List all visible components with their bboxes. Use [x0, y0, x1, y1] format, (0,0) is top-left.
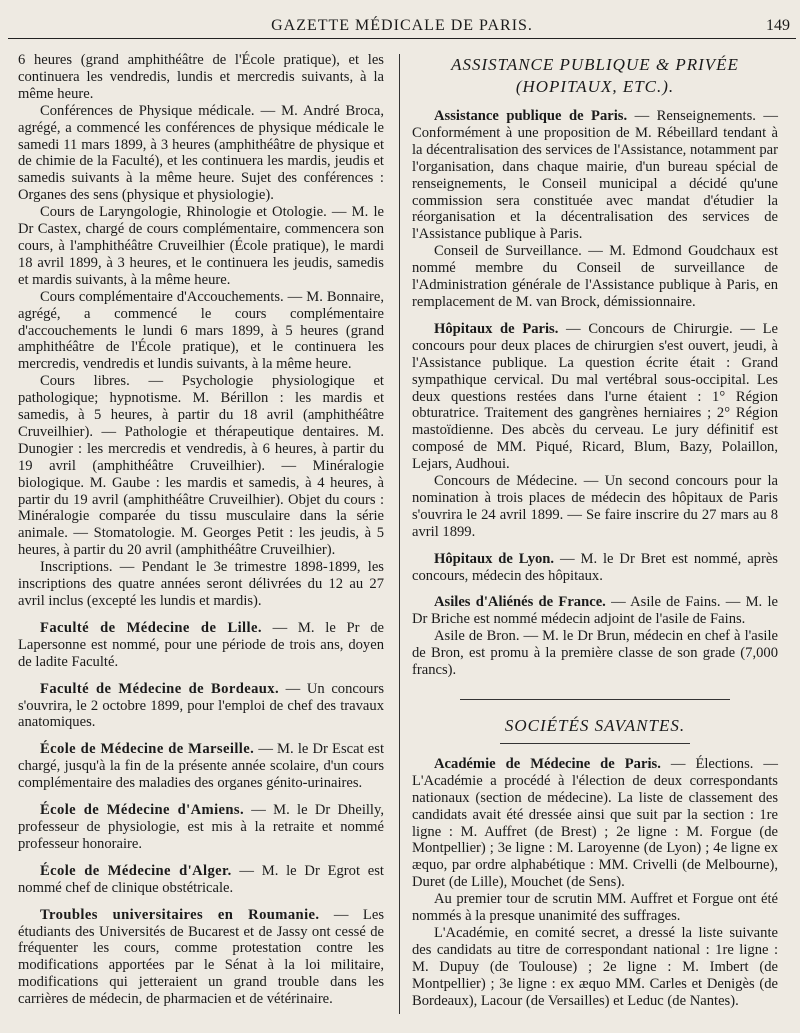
section-marseille	[18, 741, 384, 792]
text-assistance-paris: — Renseignements. — Conformément à une proposition de M. Rébeillard tendant à la décentralisation des services de l'Assistance, notamment par l'organisation, dans chaque mairie, d'un bureau spécial de renseignements, le Conseil municipal a décidé qu'une commission sera constituée avec mandat d'étudier la réorganisation et la décentralisation des services de l'Assistance publique à Paris.	[412, 108, 779, 243]
text-bordeaux: — Un concours s'ouvrira, le 2 octobre 1899, pour l'emploi de chef des travaux anatomiques.	[18, 680, 384, 731]
heading-amiens: École de Médecine d'Amiens.	[40, 802, 245, 819]
title-rule-top	[460, 699, 730, 700]
heading-lille: Faculté de Médecine de Lille.	[40, 619, 262, 636]
section-amiens	[18, 802, 384, 853]
text-alger: — M. le Dr Egrot est nommé chef de clinique obstétricale.	[18, 862, 384, 896]
left-column	[18, 52, 384, 1008]
text-marseille: — M. le Dr Escat est chargé, jusqu'à la fin de la présente année scolaire, d'un cours complémentaire des maladies des organes génito-urinaires.	[18, 741, 384, 792]
paragraph-conseil-surveillance: Conseil de Surveillance. — M. Edmond Goudchaux est nommé membre du Conseil de surveillance de l'Administration générale de l'Assistance publique à Paris, en remplacement de M. van Brock, démissionnaire.	[412, 243, 778, 310]
heading-bordeaux: Faculté de Médecine de Bordeaux.	[40, 680, 280, 697]
paragraph-comite-secret: L'Académie, en comité secret, a dressé la liste suivante des candidats au titre de correspondant national : 1re ligne : M. Dupuy (de Toulouse) ; 2e ligne : M. Imbert (de Montpellier) ; 3e ligne : ex æquo MM. Carles et Denigès (de Bordeaux), Lacour (de Versailles) et Leduc (de Nantes).	[412, 924, 778, 1009]
text-amiens: — M. le Dr Dheilly, professeur de physiologie, est mis à la retraite et nommé professeur honoraire.	[18, 802, 384, 852]
section-bordeaux	[18, 681, 384, 732]
heading-academie: Académie de Médecine de Paris.	[434, 755, 661, 772]
section-assistance-paris	[412, 108, 778, 243]
journal-title: GAZETTE MÉDICALE DE PARIS.	[271, 17, 533, 34]
paragraph-physique-medicale: Conférences de Physique médicale. — M. André Broca, agrégé, a commencé les conférences de physique médicale le samedi 11 mars 1899, à 3 heures (amphithéâtre de physique et de chimie de la Faculté), et les continuera les mardis, jeudis et samedis suivants à la même heure. Sujet des conférences : Organes des sens (physique et physiologie).	[18, 102, 384, 204]
paragraph-scrutin: Au premier tour de scrutin MM. Auffret et Forgue ont été nommés à la presque unanimité des suffrages.	[412, 891, 778, 925]
text-lille: — M. le Pr de Lapersonne est nommé, pour une période de trois ans, doyen de ladite Faculté.	[18, 619, 384, 670]
paragraph-inscriptions: Inscriptions. — Pendant le 3e trimestre 1898-1899, les inscriptions des quatre années seront délivrées du 12 au 27 avril inclus (excepté les lundis et mardis).	[18, 559, 384, 609]
text-hopitaux-lyon: — M. le Dr Bret est nommé, après concours, médecin des hôpitaux.	[412, 550, 778, 584]
page-number: 149	[766, 17, 790, 34]
section-lille	[18, 620, 384, 671]
section-academie	[412, 756, 778, 891]
title-rule-bottom	[500, 743, 690, 744]
heading-hopitaux-lyon: Hôpitaux de Lyon.	[434, 550, 555, 567]
paragraph-asile-bron: Asile de Bron. — M. le Dr Brun, médecin en chef à l'asile de Bron, est promu à la première classe de son grade (7,000 francs).	[412, 628, 778, 679]
paragraph-continuation: 6 heures (grand amphithéâtre de l'École pratique), et les continuera les vendredis, lundis et mercredis suivants, à la même heure.	[18, 52, 384, 102]
column-divider	[399, 54, 400, 1014]
paragraph-concours-medecine: Concours de Médecine. — Un second concours pour la nomination à trois places de médecin des hôpitaux de Paris s'ouvrira le 24 avril 1899. — Se faire inscrire du 27 mars au 8 avril 1899.	[412, 473, 778, 540]
heading-alger: École de Médecine d'Alger.	[40, 862, 232, 879]
section-title-societes: SOCIÉTÉS SAVANTES.	[504, 716, 686, 735]
right-column	[412, 52, 778, 1010]
paragraph-accouchements: Cours complémentaire d'Accouchements. — M. Bonnaire, agrégé, a commencé le cours complémentaire d'accouchements le lundi 6 mars 1899, à 5 heures (grand amphithéâtre de l'École pratique), et le continuera les mercredis, vendredis et lundis suivants, à la même heure.	[18, 288, 384, 373]
heading-assistance-paris: Assistance publique de Paris.	[434, 108, 628, 124]
section-roumanie	[18, 907, 384, 1008]
section-hopitaux-lyon	[412, 551, 778, 585]
text-hopitaux-paris: — Concours de Chirurgie. — Le concours pour deux places de chirurgien s'est ouvert, jeudi, à l'Assistance publique. La question écrite était : Grand sympathique cervical. Du mal vertébral sous-occipital. Les deux questions restées dans l'urne étaient : 1° Région obturatrice. Traitement des gangrènes herniaires ; 2° Région mastoïdienne. Des abcès du cerveau. Le jury définitif est composé de MM. Piqué, Ricard, Blum, Bazy, Polaillon, Lejars, Audhoui.	[412, 320, 778, 473]
paragraph-laryngologie: Cours de Laryngologie, Rhinologie et Otologie. — M. le Dr Castex, chargé de cours complémentaire, commencera son cours, à l'amphithéâtre Cruveilhier (École pratique), le mardi 18 avril 1899, à 3 heures, et le continuera les jeudis, samedis et mardis suivants, à la même heure.	[18, 204, 384, 288]
text-asiles: — Asile de Fains. — M. le Dr Briche est nommé médecin adjoint de l'asile de Fains.	[412, 594, 778, 628]
heading-asiles: Asiles d'Aliénés de France.	[434, 594, 606, 611]
section-title-assistance: ASSISTANCE PUBLIQUE & PRIVÉE (HOPITAUX, ETC.).	[451, 55, 739, 96]
heading-roumanie: Troubles universitaires en Roumanie.	[40, 906, 320, 923]
section-alger	[18, 863, 384, 897]
heading-hopitaux-paris: Hôpitaux de Paris.	[434, 320, 559, 337]
section-hopitaux-paris	[412, 321, 778, 473]
running-header	[8, 8, 796, 39]
heading-marseille: École de Médecine de Marseille.	[40, 741, 255, 758]
paragraph-cours-libres: Cours libres. — Psychologie physiologique et pathologique; hypnotisme. M. Bérillon : les mardis et samedis, à 5 heures, à partir du 18 avril (amphithéâtre Cruveilhier). — Pathologie et thérapeutique dentaires. M. Dunogier : les mercredis et vendredis, à 6 heures, à partir du 19 avril (amphithéâtre Cruveilhier). — Minéralogie biologique. M. Gaube : les mardis et samedis, à 4 heures, à partir du 19 avril (amphithéâtre Cruveilhier). Objet du cours : Minéralogie comparée du tissu musculaire dans la série animale. — Stomatologie. M. Georges Petit : les jeudis, à 5 heures, à partir du 20 avril (amphithéâtre Cruveilhier).	[18, 373, 384, 559]
section-asiles	[412, 594, 778, 628]
text-academie: — Élections. — L'Académie a procédé à l'élection de deux correspondants nationaux (section de médecine). La liste de classement des candidats avait été dressée ainsi que suit par la section : 1re ligne : M. Auffret (de Brest) ; 2e ligne : M. Forgue (de Montpellier) ; 3e ligne : M. Laroyenne (de Lyon) ; 4e ligne ex æquo, par ordre alphabétique : MM. Crivelli (de Melbourne), Duret (de Lille), Mouchet (de Sens).	[412, 755, 778, 891]
text-roumanie: — Les étudiants des Universités de Bucarest et de Jassy ont cessé de fréquenter les cours, comme protestation contre les modifications apportées par le Sénat à la loi militaire, modifications qui jetteraient un grand trouble dans les carrières de médecin, de pharmacien et de vétérinaire.	[18, 906, 384, 1008]
